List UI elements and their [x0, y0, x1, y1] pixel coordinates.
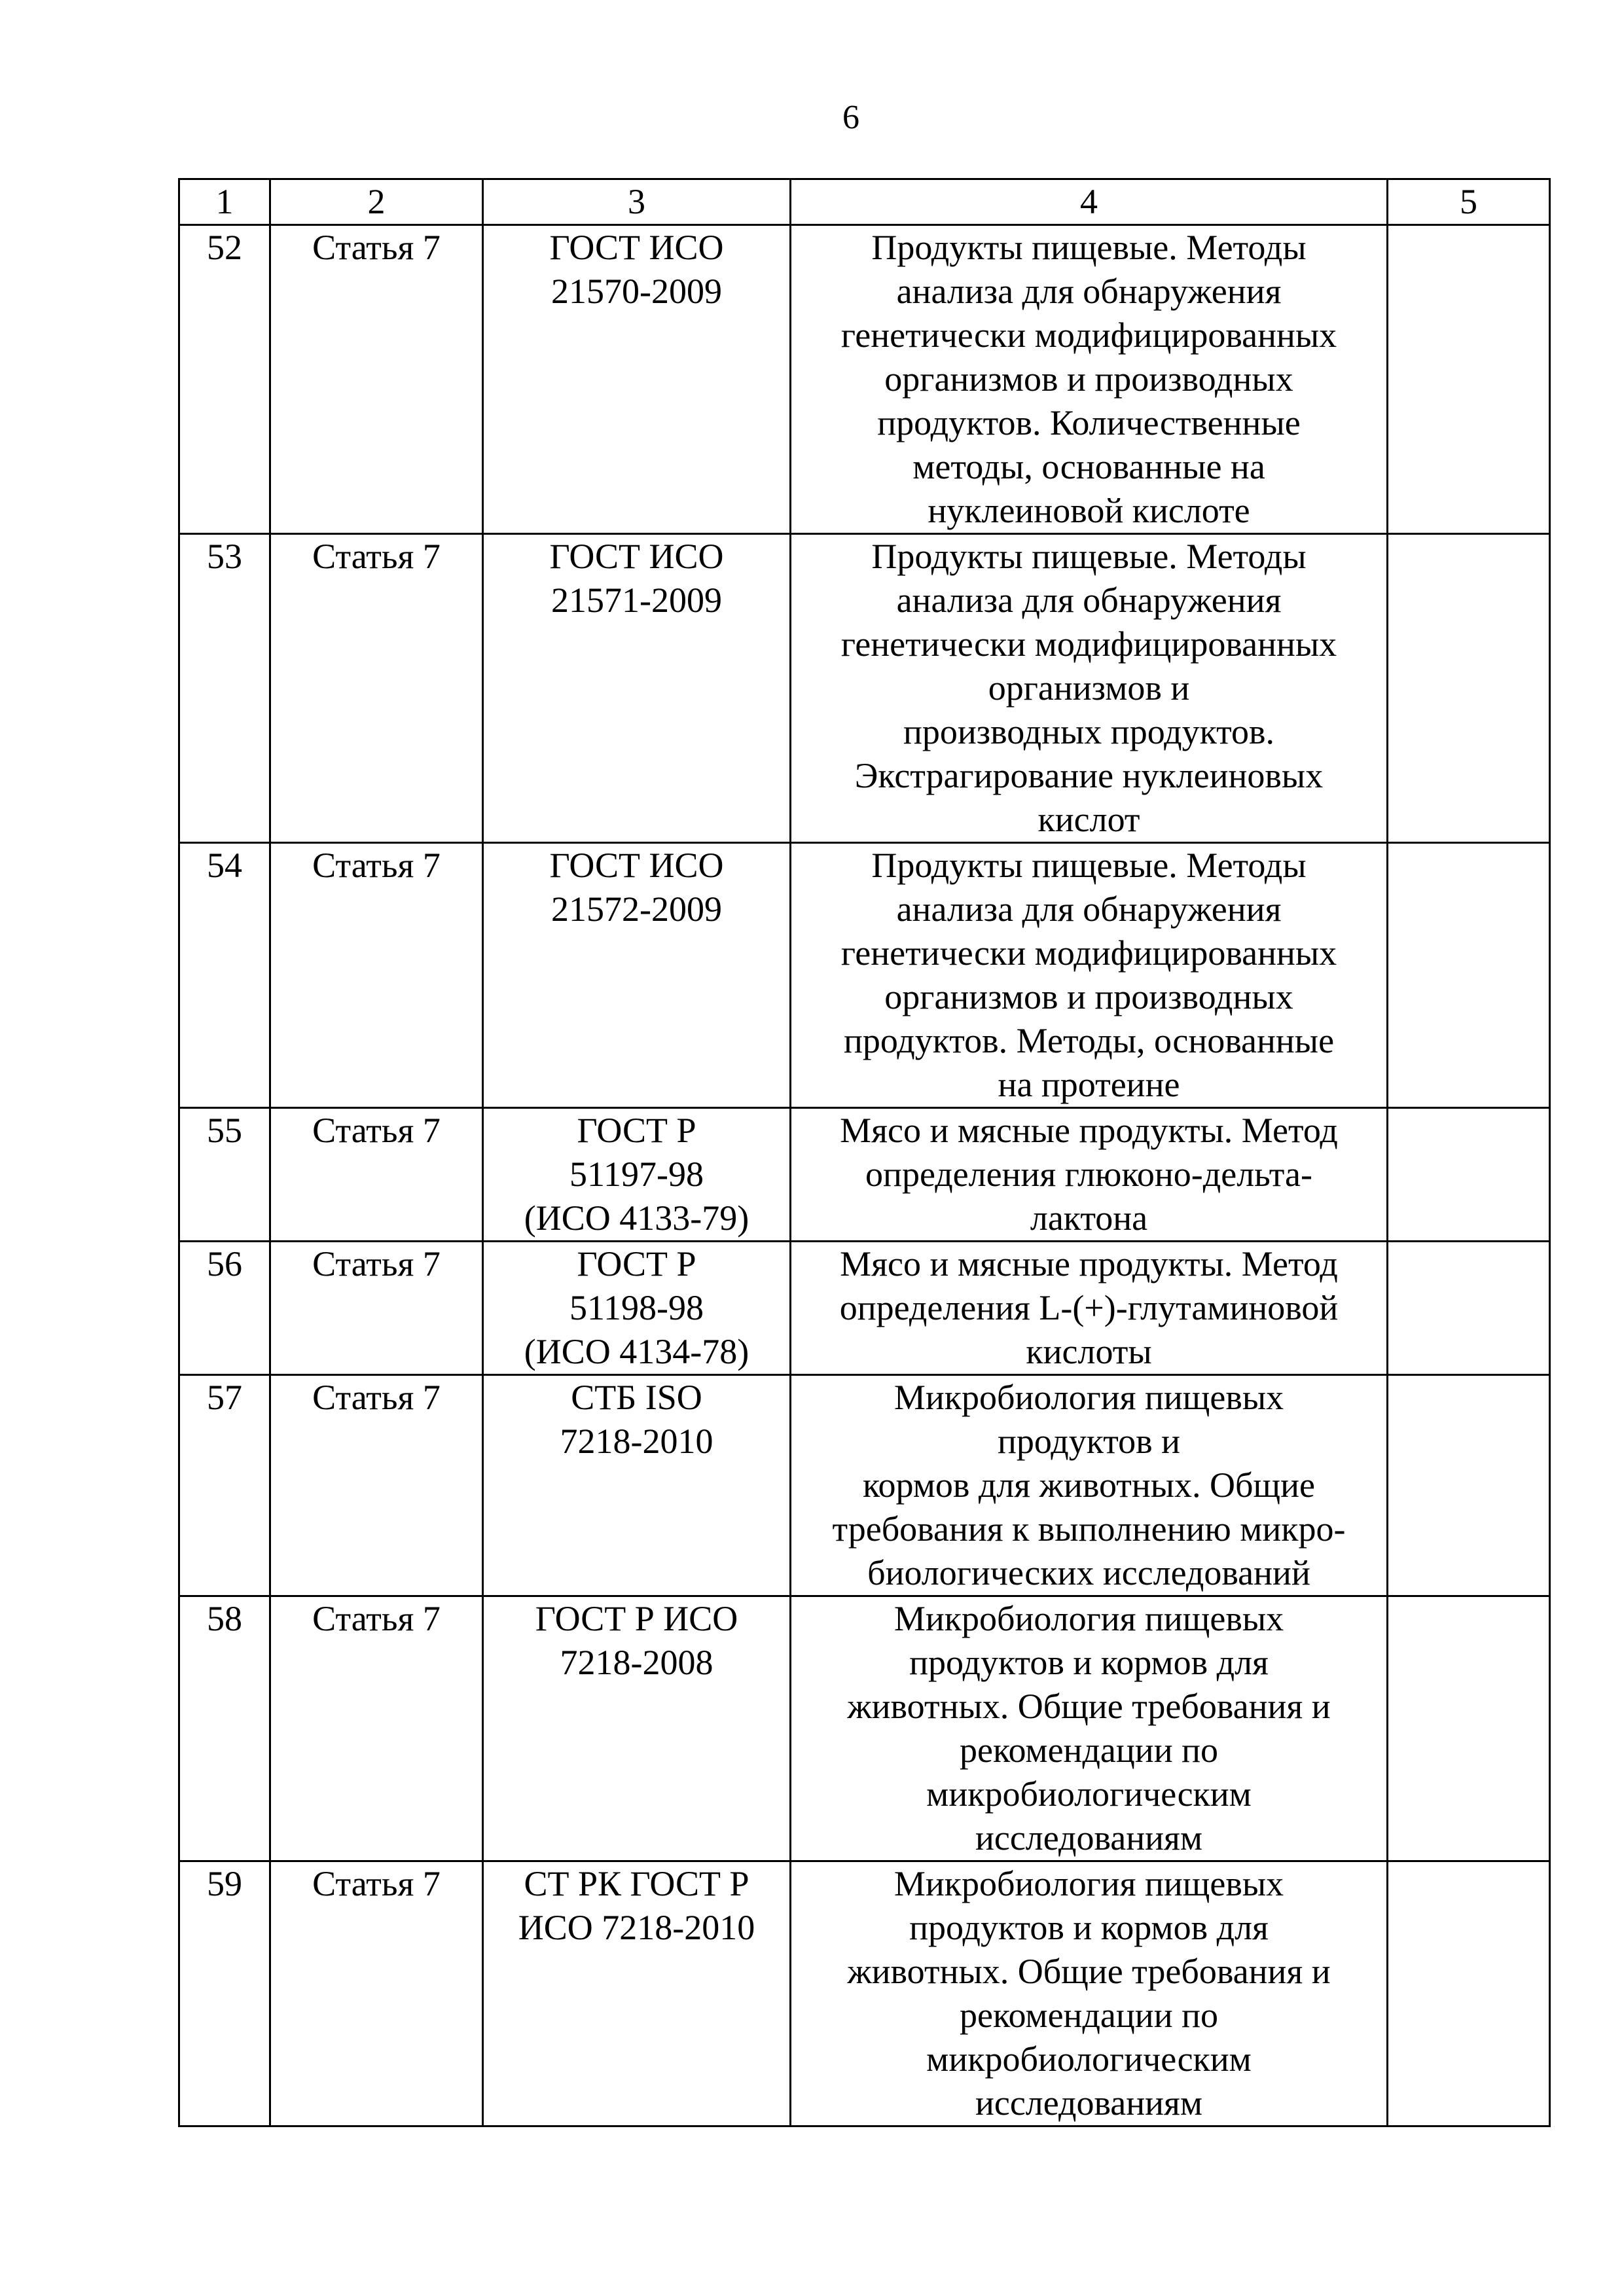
description-cell	[791, 1375, 1388, 1596]
standard-cell	[483, 843, 791, 1108]
row-number: 56	[179, 1242, 270, 1375]
article-cell: Статья 7	[270, 225, 483, 534]
standard-line: 7218-2008	[560, 1643, 713, 1682]
article-cell: Статья 7	[270, 534, 483, 843]
standard-line: ГОСТ ИСО	[549, 537, 724, 576]
standard-line: ГОСТ Р	[577, 1244, 696, 1283]
column-header-1: 1	[179, 179, 270, 225]
page-number: 6	[842, 99, 859, 136]
description-line: лактона	[1030, 1198, 1148, 1238]
description-cell	[791, 1596, 1388, 1861]
standard-line: 21572-2009	[551, 889, 722, 929]
description-line: требования к выполнению микро-	[832, 1509, 1346, 1549]
description-line: исследованиям	[975, 1818, 1203, 1857]
description-line: Мясо и мясные продукты. Метод	[840, 1244, 1338, 1283]
standard-line: ГОСТ ИСО	[549, 228, 724, 267]
table-row	[179, 225, 1550, 534]
table-row	[179, 1108, 1550, 1242]
description-cell	[791, 1108, 1388, 1242]
standard-cell	[483, 1861, 791, 2126]
standard-line: ИСО 7218-2010	[518, 1908, 755, 1947]
row-number: 53	[179, 534, 270, 843]
standard-line: 51197-98	[569, 1155, 704, 1194]
standard-cell	[483, 1596, 791, 1861]
description-line: продуктов и кормов для	[909, 1908, 1269, 1947]
description-line: анализа для обнаружения	[896, 889, 1282, 929]
column-header-2: 2	[270, 179, 483, 225]
table-row	[179, 1861, 1550, 2126]
standard-line: (ИСО 4133-79)	[524, 1198, 749, 1238]
note-cell	[1388, 1108, 1550, 1242]
article-cell: Статья 7	[270, 1108, 483, 1242]
description-line: на протеине	[998, 1065, 1180, 1104]
description-cell	[791, 225, 1388, 534]
standard-line: 51198-98	[569, 1288, 704, 1327]
description-line: Мясо и мясные продукты. Метод	[840, 1111, 1338, 1150]
description-line: животных. Общие требования и	[847, 1687, 1331, 1726]
description-line: организмов и производных	[884, 977, 1293, 1016]
article-cell: Статья 7	[270, 843, 483, 1108]
note-cell	[1388, 1596, 1550, 1861]
column-header-5: 5	[1388, 179, 1550, 225]
standard-line: ГОСТ ИСО	[549, 846, 724, 885]
standard-line: 21570-2009	[551, 272, 722, 311]
standard-line: ГОСТ Р ИСО	[535, 1599, 738, 1638]
note-cell	[1388, 225, 1550, 534]
description-line: рекомендации по	[959, 1731, 1218, 1770]
description-line: Микробиология пищевых	[893, 1864, 1284, 1903]
description-line: организмов и	[988, 668, 1190, 708]
description-line: анализа для обнаружения	[896, 581, 1282, 620]
description-line: биологических исследований	[867, 1553, 1310, 1592]
description-line: продуктов и кормов для	[909, 1643, 1269, 1682]
note-cell	[1388, 843, 1550, 1108]
description-line: нуклеиновой кислоте	[928, 491, 1250, 530]
standard-line: ГОСТ Р	[577, 1111, 696, 1150]
description-line: кормов для животных. Общие	[863, 1465, 1315, 1505]
column-number-row	[179, 179, 1550, 225]
column-header-4: 4	[791, 179, 1388, 225]
standard-cell	[483, 1375, 791, 1596]
article-cell: Статья 7	[270, 1375, 483, 1596]
row-number: 55	[179, 1108, 270, 1242]
column-header-3: 3	[483, 179, 791, 225]
table-row	[179, 1596, 1550, 1861]
table-row	[179, 843, 1550, 1108]
description-line: кислот	[1038, 800, 1140, 839]
description-cell	[791, 534, 1388, 843]
standard-line: 7218-2010	[560, 1422, 713, 1461]
row-number: 59	[179, 1861, 270, 2126]
description-line: определения глюконо-дельта-	[865, 1155, 1312, 1194]
description-line: Микробиология пищевых	[893, 1599, 1284, 1638]
standards-table	[178, 178, 1551, 2127]
table-row	[179, 534, 1550, 843]
table-body	[179, 179, 1550, 2126]
description-cell	[791, 1242, 1388, 1375]
table-row	[179, 1375, 1550, 1596]
standard-line: (ИСО 4134-78)	[524, 1332, 749, 1371]
description-line: продуктов. Методы, основанные	[843, 1021, 1335, 1060]
description-cell	[791, 1861, 1388, 2126]
standard-cell	[483, 1108, 791, 1242]
description-cell	[791, 843, 1388, 1108]
description-line: продуктов. Количественные	[877, 403, 1301, 442]
description-line: Продукты пищевые. Методы	[871, 228, 1307, 267]
description-line: животных. Общие требования и	[847, 1952, 1331, 1991]
row-number: 54	[179, 843, 270, 1108]
description-line: организмов и производных	[884, 359, 1293, 399]
description-line: генетически модифицированных	[840, 933, 1337, 973]
article-cell: Статья 7	[270, 1242, 483, 1375]
note-cell	[1388, 534, 1550, 843]
description-line: методы, основанные на	[912, 447, 1265, 486]
standard-cell	[483, 225, 791, 534]
note-cell	[1388, 1375, 1550, 1596]
description-line: определения L-(+)-глутаминовой	[839, 1288, 1339, 1327]
standard-line: 21571-2009	[551, 581, 722, 620]
description-line: генетически модифицированных	[840, 315, 1337, 355]
note-cell	[1388, 1861, 1550, 2126]
description-line: рекомендации по	[959, 1996, 1218, 2035]
row-number: 57	[179, 1375, 270, 1596]
description-line: продуктов и	[997, 1422, 1181, 1461]
standard-cell	[483, 1242, 791, 1375]
article-cell: Статья 7	[270, 1596, 483, 1861]
standard-line: СТ РК ГОСТ Р	[524, 1864, 749, 1903]
row-number: 52	[179, 225, 270, 534]
note-cell	[1388, 1242, 1550, 1375]
description-line: микробиологическим	[926, 1774, 1252, 1814]
description-line: Продукты пищевые. Методы	[871, 537, 1307, 576]
description-line: Продукты пищевые. Методы	[871, 846, 1307, 885]
description-line: генетически модифицированных	[840, 624, 1337, 664]
standard-line: СТБ ISO	[571, 1378, 702, 1417]
row-number: 58	[179, 1596, 270, 1861]
table-row	[179, 1242, 1550, 1375]
article-cell: Статья 7	[270, 1861, 483, 2126]
description-line: исследованиям	[975, 2083, 1203, 2123]
standard-cell	[483, 534, 791, 843]
description-line: анализа для обнаружения	[896, 272, 1282, 311]
description-line: микробиологическим	[926, 2039, 1252, 2079]
description-line: производных продуктов.	[903, 712, 1275, 751]
description-line: Микробиология пищевых	[893, 1378, 1284, 1417]
description-line: кислоты	[1026, 1332, 1152, 1371]
description-line: Экстрагирование нуклеиновых	[854, 756, 1324, 795]
